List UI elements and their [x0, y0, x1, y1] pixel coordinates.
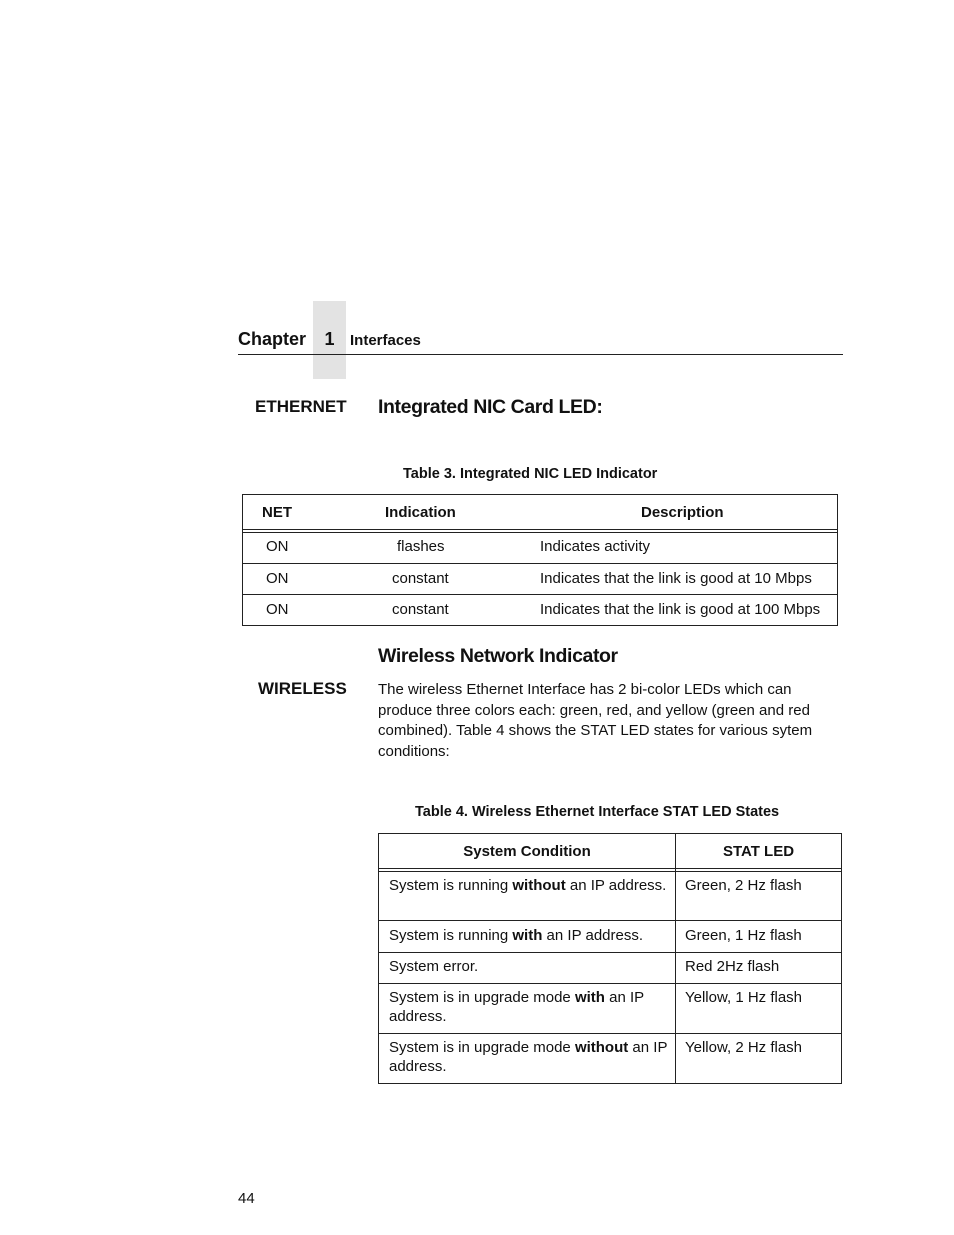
- wireless-paragraph: The wireless Ethernet Interface has 2 bi-color LEDs which can produce three colors each: green, red, and yellow (green and red combined). Table 4 shows the STAT LED states for various sytem conditions:: [378, 681, 813, 760]
- nic-led-table: [242, 494, 838, 626]
- condition-cell: System is running without an IP address.: [389, 877, 667, 894]
- condition-cell: System is in upgrade mode with an IP address.: [389, 989, 644, 1025]
- stat-led-table: [378, 833, 842, 1084]
- chapter-number: 1: [324, 329, 335, 349]
- net-cell: ON: [266, 601, 289, 618]
- header-rule: [238, 354, 843, 355]
- page-number: 44: [238, 1190, 255, 1207]
- table-header-description: Description: [641, 504, 724, 521]
- row-rule: [243, 563, 837, 564]
- row-rule: [379, 920, 841, 921]
- row-rule: [379, 952, 841, 953]
- description-cell: Indicates that the link is good at 100 Mbps: [540, 601, 821, 618]
- condition-cell: System is in upgrade mode without an IP address.: [389, 1039, 668, 1075]
- table-header-rule: [379, 868, 841, 869]
- table-header-indication: Indication: [385, 504, 456, 521]
- row-rule: [379, 1033, 841, 1034]
- net-cell: ON: [266, 538, 289, 555]
- table-header-net: NET: [262, 504, 292, 521]
- indication-cell: constant: [392, 601, 449, 618]
- description-cell: Indicates activity: [540, 538, 651, 555]
- table-header-rule: [243, 532, 837, 533]
- table-header-stat-led: STAT LED: [722, 843, 795, 860]
- table-header-rule: [379, 871, 841, 872]
- chapter-title: Interfaces: [350, 332, 421, 349]
- wireless-side-label: WIRELESS: [258, 679, 347, 698]
- table-3-caption: Table 3. Integrated NIC LED Indicator: [403, 466, 658, 482]
- indication-cell: flashes: [397, 538, 445, 555]
- ethernet-side-label: ETHERNET: [255, 397, 347, 416]
- net-cell: ON: [266, 570, 289, 587]
- condition-cell: System error.: [389, 958, 479, 975]
- stat-led-cell: Yellow, 1 Hz flash: [685, 989, 803, 1006]
- nic-heading: Integrated NIC Card LED:: [378, 396, 603, 418]
- stat-led-cell: Green, 1 Hz flash: [685, 927, 802, 944]
- row-rule: [379, 983, 841, 984]
- wireless-heading: Wireless Network Indicator: [378, 645, 618, 667]
- indication-cell: constant: [392, 570, 449, 587]
- row-rule: [243, 594, 837, 595]
- table-header-rule: [243, 529, 837, 530]
- stat-led-cell: Red 2Hz flash: [685, 958, 780, 975]
- table-header-system-condition: System Condition: [463, 843, 591, 860]
- description-cell: Indicates that the link is good at 10 Mbps: [540, 570, 812, 587]
- table-4-caption: Table 4. Wireless Ethernet Interface STAT LED States: [415, 804, 780, 820]
- stat-led-cell: Green, 2 Hz flash: [685, 877, 802, 894]
- condition-cell: System is running with an IP address.: [389, 927, 644, 944]
- stat-led-cell: Yellow, 2 Hz flash: [685, 1039, 803, 1056]
- chapter-label: Chapter: [238, 329, 307, 349]
